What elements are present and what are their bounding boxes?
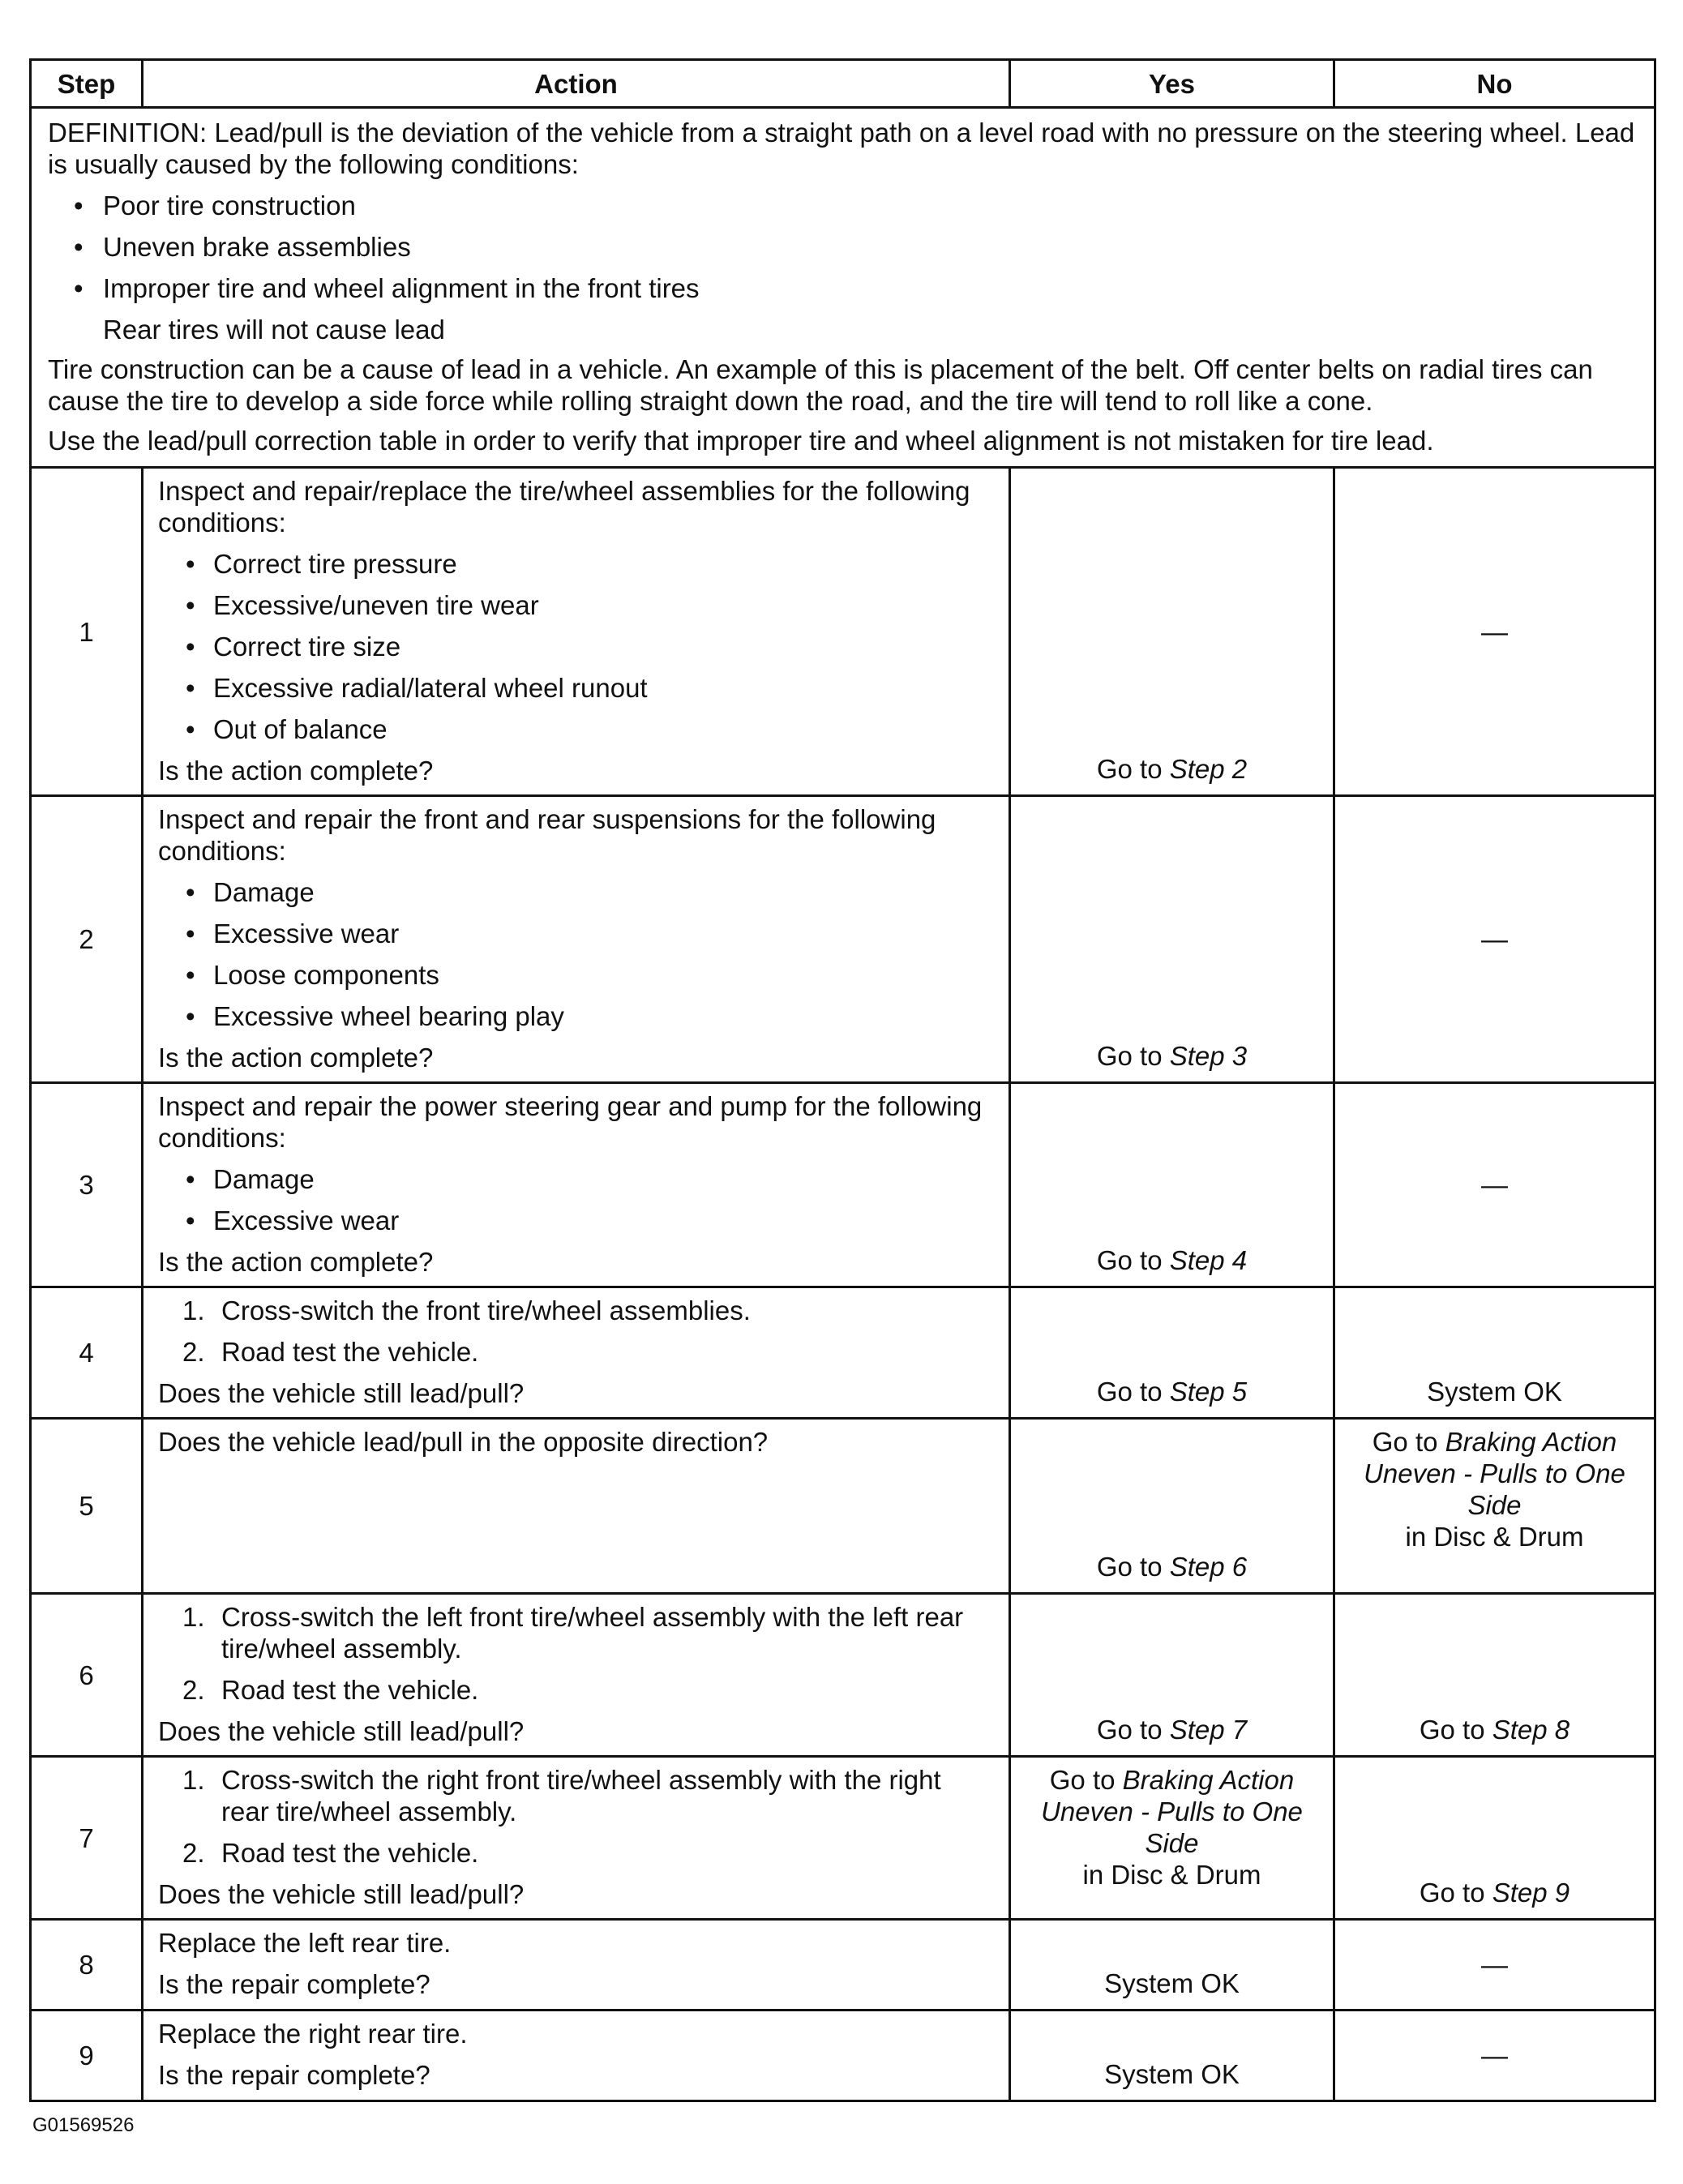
step-action [143, 1419, 1010, 1594]
definition-text: DEFINITION: Lead/pull is the deviation of the vehicle from a straight path on a level road with no pressure on the steering wheel. Lead is usually caused by the following conditions: [48, 118, 1635, 179]
yes-prefix: Go to [1096, 1715, 1170, 1745]
procedure-text: Cross-switch the front tire/wheel assemblies. [221, 1295, 751, 1325]
condition-item: • Excessive wear [158, 918, 996, 949]
step-row-4 [31, 1287, 1655, 1419]
action-intro: Inspect and repair the front and rear suspensions for the following conditions: [158, 804, 936, 866]
no-cell [1334, 2011, 1655, 2101]
procedure-number: 1. [182, 1295, 205, 1325]
no-cell [1334, 1419, 1655, 1594]
goto-step-link[interactable]: Step 9 [1492, 1878, 1570, 1908]
step-number: 8 [31, 1920, 143, 2011]
no-dash: — [1481, 1170, 1508, 1200]
procedure-text: Road test the vehicle. [221, 1675, 479, 1705]
goto-step-link[interactable]: Step 6 [1169, 1552, 1248, 1582]
step-row-3 [31, 1083, 1655, 1287]
no-prefix: Go to [1419, 1878, 1492, 1908]
step-action [143, 1083, 1010, 1287]
step-row-1 [31, 468, 1655, 796]
procedure-item [158, 1837, 996, 1869]
step-action [143, 1757, 1010, 1920]
action-question: Does the vehicle still lead/pull? [158, 1378, 525, 1408]
step-row-7 [31, 1757, 1655, 1920]
yes-cell [1010, 1594, 1334, 1757]
procedure-item [158, 1674, 996, 1706]
condition-item: • Correct tire size [158, 631, 996, 662]
no-prefix: Go to [1419, 1715, 1492, 1745]
yes-cell [1010, 796, 1334, 1083]
action-question: Is the repair complete? [158, 2060, 430, 2090]
procedure-text: Cross-switch the right front tire/wheel assembly with the right rear tire/wheel assembly. [221, 1765, 941, 1826]
step-row-9 [31, 2011, 1655, 2101]
yes-cell [1010, 1419, 1334, 1594]
condition-item: • Correct tire pressure [158, 548, 996, 580]
condition-list [158, 876, 996, 1032]
yes-prefix: Go to [1096, 1041, 1170, 1071]
definition-bullet: • Improper tire and wheel alignment in the front tires [48, 272, 1638, 304]
action-intro: Inspect and repair the power steering gear and pump for the following conditions: [158, 1091, 983, 1153]
step-action [143, 1287, 1010, 1419]
diagnostic-table-sheet [29, 58, 1654, 2102]
definition-bullet: • Uneven brake assemblies [48, 231, 1638, 263]
yes-prefix: Go to [1096, 1377, 1170, 1407]
definition-row [31, 108, 1655, 468]
step-row-2 [31, 796, 1655, 1083]
no-cell [1334, 1757, 1655, 1920]
no-cell [1334, 1920, 1655, 2011]
action-question: Does the vehicle lead/pull in the opposite direction? [158, 1427, 769, 1457]
system-ok-text: System OK [1427, 1377, 1562, 1407]
condition-list [158, 548, 996, 745]
procedure-number: 2. [182, 1675, 205, 1705]
action-question: Is the repair complete? [158, 1969, 430, 1999]
yes-cell [1010, 1757, 1334, 1920]
yes-cell [1010, 468, 1334, 796]
step-number: 2 [31, 796, 143, 1083]
definition-cell [31, 108, 1655, 468]
procedure-item [158, 1295, 996, 1326]
action-intro: Replace the left rear tire. [158, 1928, 452, 1958]
condition-item: • Out of balance [158, 713, 996, 745]
action-intro: Inspect and repair/replace the tire/wheel assemblies for the following conditions: [158, 476, 970, 537]
no-cell [1334, 796, 1655, 1083]
definition-bullet-list [48, 190, 1638, 304]
step-row-5 [31, 1419, 1655, 1594]
yes-cell [1010, 1287, 1334, 1419]
braking-action-link[interactable]: Braking Action Uneven - Pulls to One Side [1041, 1765, 1303, 1858]
yes-cell [1010, 1083, 1334, 1287]
step-row-6 [31, 1594, 1655, 1757]
definition-bullet: • Poor tire construction [48, 190, 1638, 221]
procedure-text: Road test the vehicle. [221, 1337, 479, 1367]
goto-step-link[interactable]: Step 7 [1169, 1715, 1248, 1745]
goto-step-link[interactable]: Step 8 [1492, 1715, 1570, 1745]
no-cell [1334, 1287, 1655, 1419]
yes-prefix: Go to [1049, 1765, 1123, 1795]
condition-item: • Damage [158, 1163, 996, 1195]
goto-step-link[interactable]: Step 2 [1169, 754, 1248, 784]
goto-step-link[interactable]: Step 3 [1169, 1041, 1248, 1071]
yes-prefix: Go to [1096, 754, 1170, 784]
system-ok-text: System OK [1104, 1968, 1240, 1998]
goto-step-link[interactable]: Step 5 [1169, 1377, 1248, 1407]
condition-item: • Damage [158, 876, 996, 908]
tire-construction-text: Tire construction can be a cause of lead in a vehicle. An example of this is placement of the belt. Off center belts on radial tires can cause the tire to develop a side force while rolling straight down the road, and the tire will tend to roll like a cone. [48, 354, 1593, 416]
action-question: Does the vehicle still lead/pull? [158, 1716, 525, 1746]
procedure-number: 2. [182, 1838, 205, 1868]
procedure-number: 1. [182, 1765, 205, 1795]
procedure-list [158, 1764, 996, 1869]
procedure-text: Cross-switch the left front tire/wheel assembly with the left rear tire/wheel assembly. [221, 1602, 964, 1664]
yes-cell [1010, 1920, 1334, 2011]
header-step: Step [31, 60, 143, 108]
action-question: Is the action complete? [158, 756, 434, 786]
no-cell [1334, 1594, 1655, 1757]
no-dash: — [1481, 616, 1508, 647]
system-ok-text: System OK [1104, 2059, 1240, 2089]
action-question: Does the vehicle still lead/pull? [158, 1879, 525, 1909]
action-intro: Replace the right rear tire. [158, 2019, 468, 2049]
condition-item: • Excessive wear [158, 1205, 996, 1236]
lead-pull-diagnostic-table [29, 58, 1656, 2102]
step-number: 1 [31, 468, 143, 796]
step-number: 9 [31, 2011, 143, 2101]
correction-table-note: Use the lead/pull correction table in order to verify that improper tire and wheel alignment is not mistaken for tire lead. [48, 426, 1434, 456]
no-cell [1334, 1083, 1655, 1287]
condition-item: • Loose components [158, 959, 996, 991]
step-action [143, 796, 1010, 1083]
braking-action-link[interactable]: Braking Action Uneven - Pulls to One Side [1364, 1427, 1625, 1520]
procedure-item [158, 1336, 996, 1368]
manual-section-text: in Disc & Drum [1405, 1522, 1584, 1552]
step-number: 6 [31, 1594, 143, 1757]
header-action: Action [143, 60, 1010, 108]
action-question: Is the action complete? [158, 1043, 434, 1073]
procedure-list [158, 1601, 996, 1706]
step-row-8 [31, 1920, 1655, 2011]
step-number: 4 [31, 1287, 143, 1419]
header-yes: Yes [1010, 60, 1334, 108]
step-number: 3 [31, 1083, 143, 1287]
procedure-number: 2. [182, 1337, 205, 1367]
condition-item: • Excessive/uneven tire wear [158, 589, 996, 621]
header-no: No [1334, 60, 1655, 108]
procedure-item [158, 1764, 996, 1827]
yes-prefix: Go to [1096, 1552, 1170, 1582]
procedure-item [158, 1601, 996, 1664]
no-dash: — [1481, 924, 1508, 954]
step-action [143, 2011, 1010, 2101]
action-question: Is the action complete? [158, 1247, 434, 1277]
procedure-list [158, 1295, 996, 1368]
yes-cell [1010, 2011, 1334, 2101]
step-action [143, 468, 1010, 796]
yes-prefix: Go to [1096, 1245, 1170, 1275]
manual-section-text: in Disc & Drum [1082, 1860, 1261, 1890]
header-row [31, 60, 1655, 108]
step-number: 5 [31, 1419, 143, 1594]
no-cell [1334, 468, 1655, 796]
no-dash: — [1481, 2041, 1508, 2071]
figure-id: G01569526 [32, 2114, 135, 2136]
no-prefix: Go to [1372, 1427, 1445, 1457]
goto-step-link[interactable]: Step 4 [1169, 1245, 1248, 1275]
no-dash: — [1481, 1950, 1508, 1980]
condition-item: • Excessive radial/lateral wheel runout [158, 672, 996, 704]
condition-item: • Excessive wheel bearing play [158, 1000, 996, 1032]
step-action [143, 1594, 1010, 1757]
definition-note: Rear tires will not cause lead [103, 315, 445, 345]
condition-list [158, 1163, 996, 1236]
step-action [143, 1920, 1010, 2011]
procedure-text: Road test the vehicle. [221, 1838, 479, 1868]
step-number: 7 [31, 1757, 143, 1920]
procedure-number: 1. [182, 1602, 205, 1632]
